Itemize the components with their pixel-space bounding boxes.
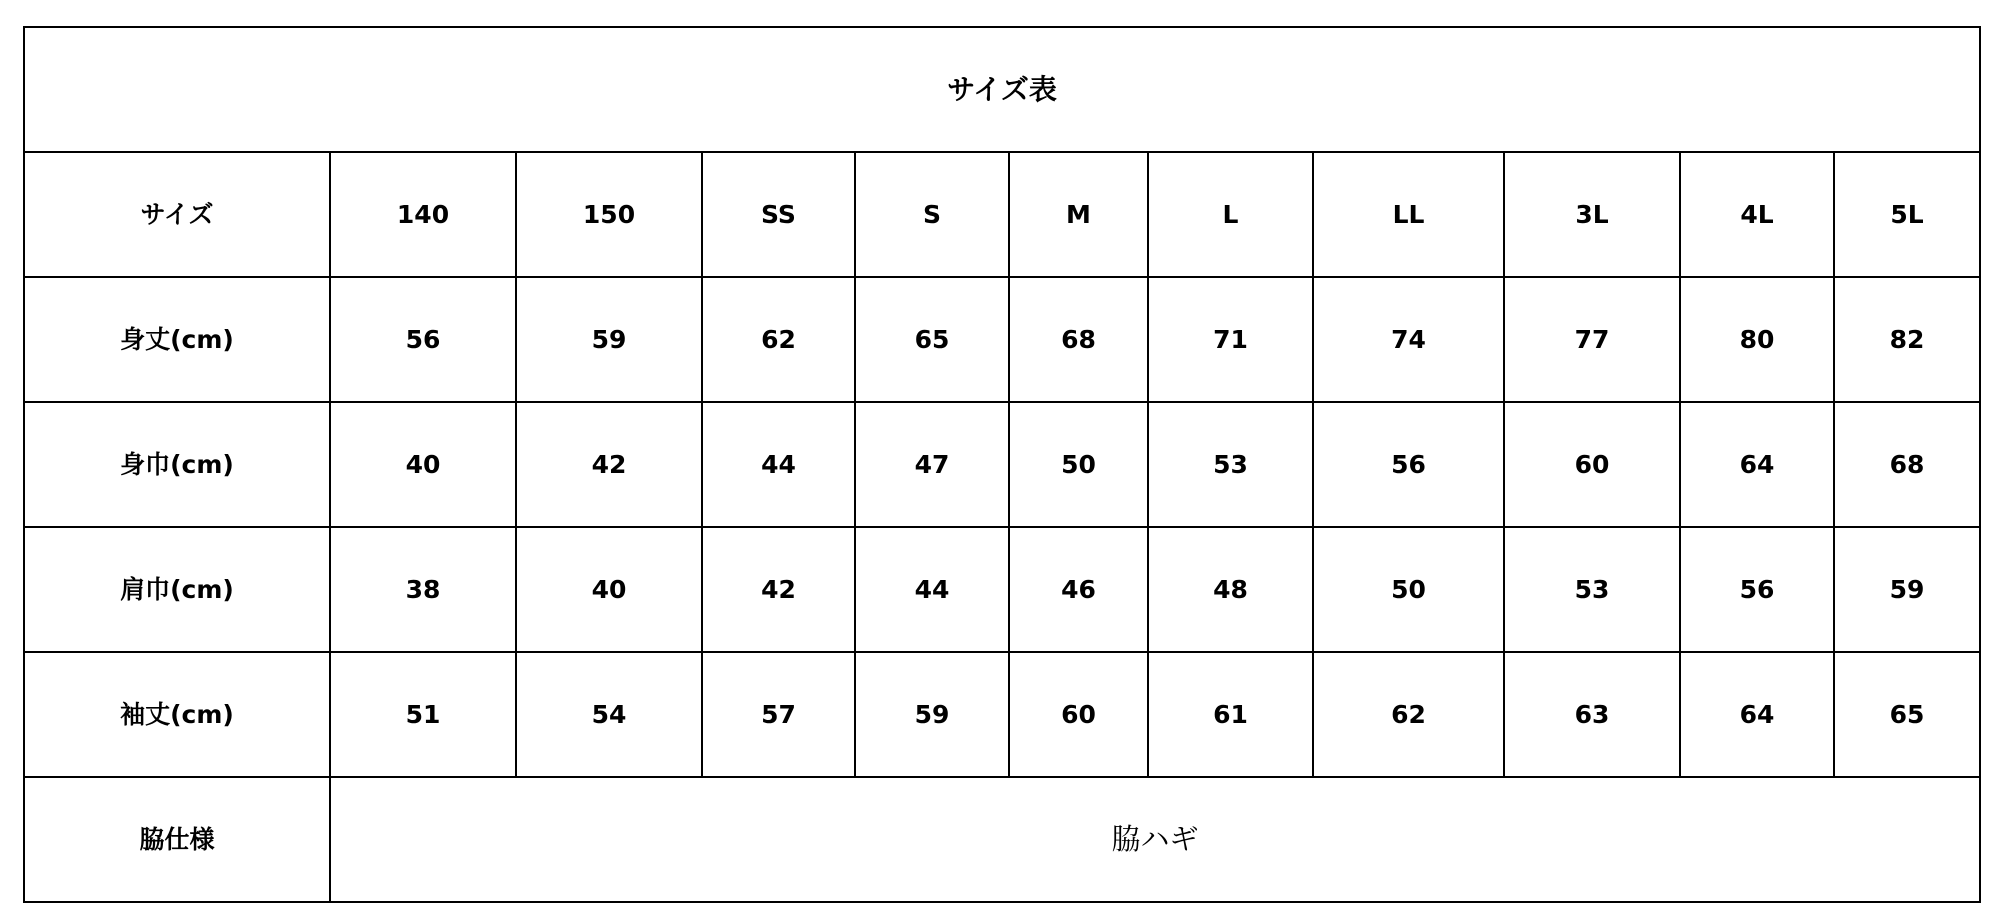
- size-header-cell: L: [1148, 152, 1313, 277]
- table-cell: 50: [1313, 527, 1504, 652]
- table-cell: 40: [330, 402, 516, 527]
- measurement-row-sleeve-length: [24, 652, 1980, 777]
- row-label: 身丈(cm): [24, 277, 330, 402]
- table-cell: 68: [1834, 402, 1980, 527]
- size-header-cell: 5L: [1834, 152, 1980, 277]
- size-header-cell: LL: [1313, 152, 1504, 277]
- table-cell: 60: [1504, 402, 1680, 527]
- size-header-cell: 4L: [1680, 152, 1834, 277]
- size-header-cell: 150: [516, 152, 702, 277]
- table-cell: 50: [1009, 402, 1148, 527]
- title-row: [24, 27, 1980, 152]
- measurement-row-body-length: [24, 277, 1980, 402]
- table-cell: 44: [702, 402, 855, 527]
- table-cell: 54: [516, 652, 702, 777]
- table-cell: 59: [855, 652, 1009, 777]
- table-cell: 62: [1313, 652, 1504, 777]
- size-header-label: サイズ: [24, 152, 330, 277]
- table-cell: 61: [1148, 652, 1313, 777]
- table-cell: 71: [1148, 277, 1313, 402]
- size-header-row: [24, 152, 1980, 277]
- table-title: サイズ表: [24, 27, 1980, 152]
- table-cell: 53: [1148, 402, 1313, 527]
- table-cell: 40: [516, 527, 702, 652]
- table-cell: 47: [855, 402, 1009, 527]
- size-header-cell: S: [855, 152, 1009, 277]
- table-cell: 56: [1313, 402, 1504, 527]
- row-label: 袖丈(cm): [24, 652, 330, 777]
- measurement-row-body-width: [24, 402, 1980, 527]
- measurement-row-shoulder-width: [24, 527, 1980, 652]
- row-label: 肩巾(cm): [24, 527, 330, 652]
- table-cell: 59: [516, 277, 702, 402]
- table-cell: 48: [1148, 527, 1313, 652]
- size-table: [23, 26, 1981, 903]
- size-header-cell: SS: [702, 152, 855, 277]
- table-cell: 44: [855, 527, 1009, 652]
- size-header-cell: 3L: [1504, 152, 1680, 277]
- table-cell: 64: [1680, 652, 1834, 777]
- table-cell: 56: [330, 277, 516, 402]
- side-spec-value: 脇ハギ: [330, 777, 1980, 902]
- table-cell: 42: [516, 402, 702, 527]
- table-cell: 56: [1680, 527, 1834, 652]
- row-label: 身巾(cm): [24, 402, 330, 527]
- table-cell: 80: [1680, 277, 1834, 402]
- table-cell: 74: [1313, 277, 1504, 402]
- side-spec-label: 脇仕様: [24, 777, 330, 902]
- table-cell: 62: [702, 277, 855, 402]
- table-cell: 51: [330, 652, 516, 777]
- table-cell: 57: [702, 652, 855, 777]
- size-header-cell: 140: [330, 152, 516, 277]
- size-header-cell: M: [1009, 152, 1148, 277]
- table-cell: 64: [1680, 402, 1834, 527]
- table-cell: 53: [1504, 527, 1680, 652]
- table-cell: 68: [1009, 277, 1148, 402]
- table-cell: 60: [1009, 652, 1148, 777]
- table-cell: 82: [1834, 277, 1980, 402]
- table-cell: 59: [1834, 527, 1980, 652]
- table-cell: 65: [1834, 652, 1980, 777]
- table-cell: 46: [1009, 527, 1148, 652]
- side-spec-row: [24, 777, 1980, 902]
- table-cell: 38: [330, 527, 516, 652]
- table-cell: 42: [702, 527, 855, 652]
- table-cell: 63: [1504, 652, 1680, 777]
- table-cell: 65: [855, 277, 1009, 402]
- table-cell: 77: [1504, 277, 1680, 402]
